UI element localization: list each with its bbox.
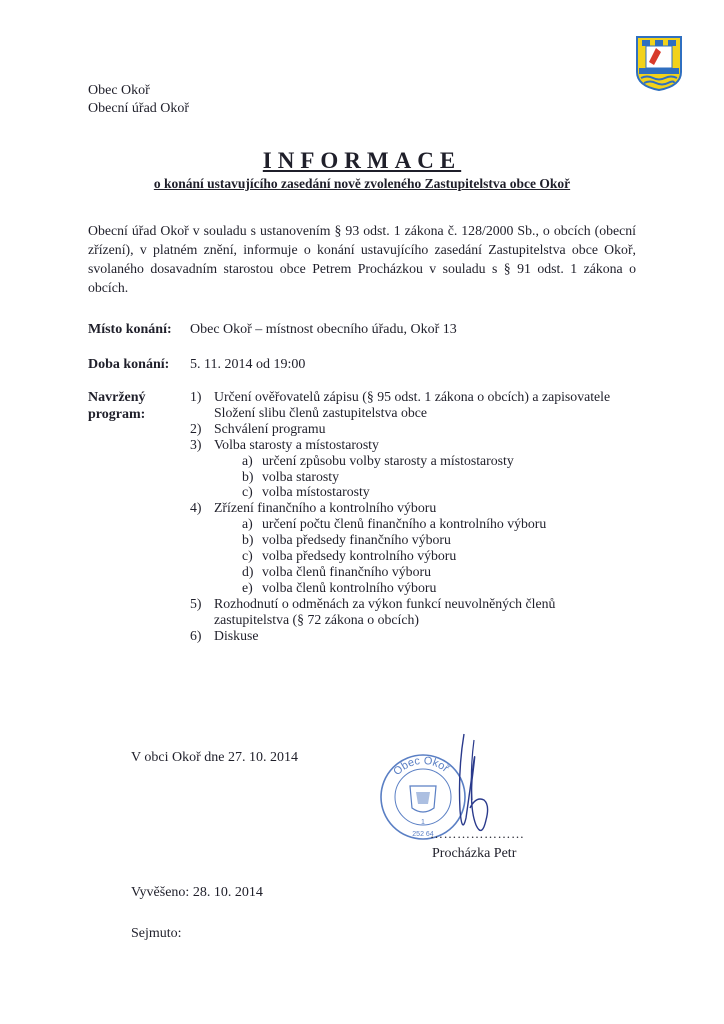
program-subitem: d) volba členů finančního výboru <box>242 563 431 579</box>
program-subitem: a) určení počtu členů finančního a kontrolního výboru <box>242 516 547 532</box>
program-item: 3) Volba starosty a místostarosty <box>190 436 379 452</box>
program-subitem: b) volba předsedy finančního výboru <box>242 532 451 548</box>
program-item: 4) Zřízení finančního a kontrolního výboru <box>190 500 437 516</box>
program-label: Navržený program: <box>88 390 146 422</box>
posted-date: Vyvěšeno: 28. 10. 2014 <box>131 885 263 900</box>
header-block <box>88 82 189 118</box>
program-item: 5) Rozhodnutí o odměnách za výkon funkcí neuvolněných členů <box>190 595 556 611</box>
program-item: 6) Diskuse <box>190 627 259 643</box>
time-value: 5. 11. 2014 od 19:00 <box>190 357 306 372</box>
removed-date: Sejmuto: <box>131 926 182 941</box>
program-subitem: c) volba místostarosty <box>242 484 370 500</box>
program-item: 1) Určení ověřovatelů zápisu (§ 95 odst. 1 zákona o obcích) a zapisovatele <box>190 389 611 404</box>
program-subitem: e) volba členů kontrolního výboru <box>242 579 437 595</box>
document-title: INFORMACE <box>262 148 462 173</box>
municipality-name: Obec Okoř <box>88 83 150 98</box>
place-value: Obec Okoř – místnost obecního úřadu, Okoř 13 <box>190 322 457 337</box>
program-subitem: a) určení způsobu volby starosty a místostarosty <box>242 452 514 468</box>
program-item: 2) Schválení programu <box>190 420 326 436</box>
document-subtitle: o konání ustavujícího zasedání nově zvoleného Zastupitelstva obce Okoř <box>153 176 571 191</box>
coat-of-arms-icon <box>634 34 684 92</box>
program-item-continuation: zastupitelstva (§ 72 zákona o obcích) <box>214 611 419 627</box>
program-subitem: c) volba předsedy kontrolního výboru <box>242 548 457 564</box>
program-list <box>190 389 650 644</box>
municipal-office-name: Obecní úřad Okoř <box>88 101 190 116</box>
program-item-continuation: Složení slibu členů zastupitelstva obce <box>214 404 428 420</box>
svg-text:Obec Okoř: Obec Okoř <box>391 754 451 778</box>
place-label: Místo konání: <box>88 322 172 337</box>
signature-line: ………………… <box>430 826 525 841</box>
signer-name: Procházka Petr <box>432 846 517 861</box>
intro-paragraph: Obecní úřad Okoř v souladu s ustanovením § 93 odst. 1 zákona č. 128/2000 Sb., o obcích (obecní zřízení), v platném znění, informuje o konání ustavujícího zasedání Zastupitelstva obce Okoř, svolaného dosavadním starostou obce Petrem Procházkou v souladu s § 91 odst. 1 zákona o obcích. <box>88 223 636 295</box>
svg-text:252 64: 252 64 <box>412 831 434 838</box>
time-label: Doba konání: <box>88 357 170 372</box>
place-and-date: V obci Okoř dne 27. 10. 2014 <box>131 750 298 765</box>
svg-text:1: 1 <box>421 819 425 826</box>
program-subitem: b) volba starosty <box>242 468 340 484</box>
